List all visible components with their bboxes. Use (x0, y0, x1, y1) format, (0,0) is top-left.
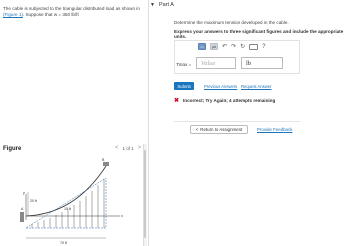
redo-icon[interactable]: ↷ (231, 44, 237, 50)
value-input[interactable]: Value (196, 57, 236, 69)
keyboard-icon[interactable] (249, 44, 258, 50)
question-text: Determine the maximum tension developed in the cable. (174, 20, 289, 25)
load-arrows (32, 179, 104, 228)
cable-figure (20, 154, 140, 246)
submit-button[interactable]: Submit (174, 82, 194, 90)
prev-figure-icon[interactable]: < (115, 145, 119, 151)
dim-70ft-label: 70 ft (60, 241, 67, 245)
part-title: Part A (158, 2, 174, 8)
return-label: Return to Assignment (200, 127, 243, 132)
chevron-left-icon: < (195, 127, 199, 132)
math-toolbar (198, 43, 265, 50)
return-to-assignment-button[interactable] (190, 125, 248, 134)
dim-15ft-label: 15 ft (64, 207, 71, 211)
tmax-label: Tmax = (176, 62, 192, 67)
pager-text: 1 of 1 (122, 145, 134, 151)
reset-icon[interactable]: ↻ (240, 44, 246, 50)
incorrect-icon: ✖ (174, 97, 180, 104)
right-support (103, 162, 109, 166)
figure-label: Figure (3, 146, 22, 152)
feedback-text: Incorrect; Try Again; 4 attempts remaining (183, 97, 276, 103)
problem-line1: The cable is subjected to the triangular distributed load as shown in (3, 6, 140, 11)
undo-icon[interactable]: ↶ (222, 44, 228, 50)
collapse-triangle-icon[interactable]: ▼ (150, 2, 155, 8)
point-b-label: B (102, 158, 105, 162)
instruction-text: Express your answers to three significant figures and include the appropriate units. (174, 29, 344, 39)
units-button[interactable]: μA (211, 44, 217, 49)
help-icon[interactable]: ? (262, 43, 266, 50)
load-outline (26, 178, 106, 228)
previous-answers-link[interactable]: Previous Answers (204, 84, 238, 89)
next-figure-icon[interactable]: > (137, 145, 142, 151)
dim-20ft-label: 20 ft (30, 199, 37, 203)
axis-x-label: x (121, 214, 123, 218)
axis-y-label: y (23, 191, 25, 195)
provide-feedback-link[interactable]: Provide Feedback (257, 127, 293, 132)
request-answer-link[interactable]: Request Answer (241, 84, 272, 89)
problem-line2: . Suppose that w = 350 lb/ft (22, 12, 79, 17)
panel-divider (148, 0, 149, 246)
unit-input[interactable]: lb (241, 57, 283, 69)
part-header[interactable] (150, 2, 174, 8)
footer-divider (174, 121, 300, 122)
left-support (20, 212, 24, 222)
point-a-label: A (21, 207, 24, 211)
figure-link[interactable]: (Figure 1) (3, 12, 23, 17)
feedback-message (174, 94, 300, 106)
templates-button[interactable]: ▭ (198, 43, 206, 50)
problem-statement (3, 6, 163, 18)
figure-pager (115, 145, 141, 151)
figure-scroll-thumb[interactable] (144, 150, 146, 238)
